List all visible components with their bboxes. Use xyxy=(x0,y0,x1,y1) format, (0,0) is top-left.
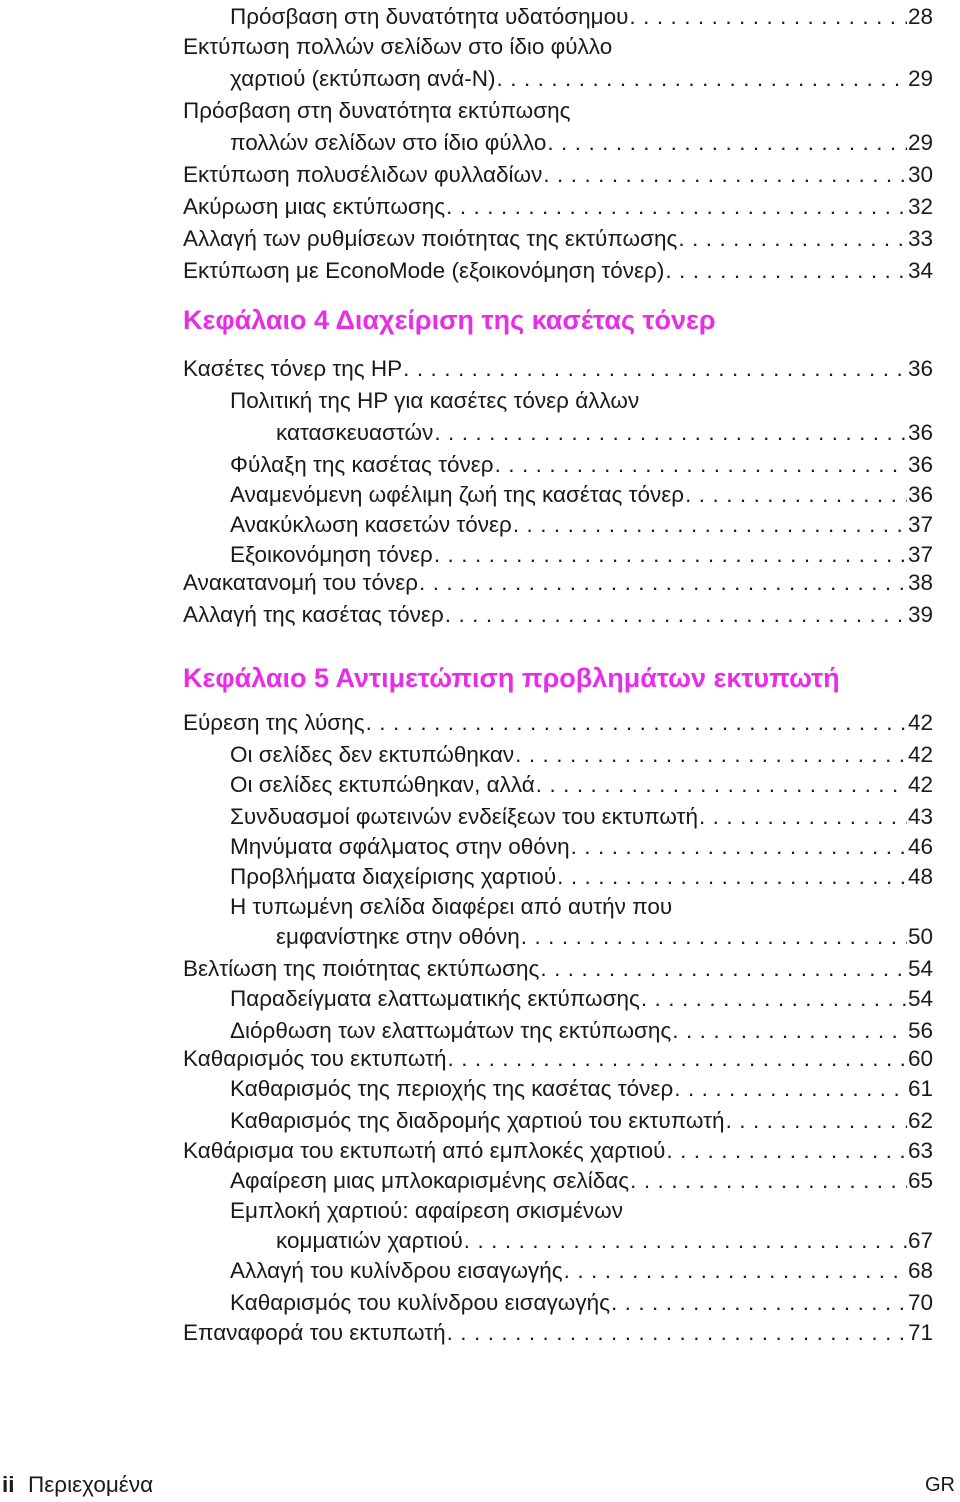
dot-leader xyxy=(571,830,907,864)
toc-entry xyxy=(230,1164,933,1198)
toc-entry-page: 38 xyxy=(907,570,933,595)
toc-entry xyxy=(183,158,933,192)
toc-entry-title: Καθαρισμός της διαδρομής χαρτιού του εκτυπωτή xyxy=(230,1108,725,1133)
dot-leader xyxy=(521,920,907,954)
dot-leader xyxy=(434,416,907,450)
toc-entry-page: 62 xyxy=(907,1108,933,1133)
toc-entry-page: 30 xyxy=(907,162,933,187)
toc-entry-page: 39 xyxy=(907,602,933,627)
toc-entry-title: Καθαρισμός του εκτυπωτή xyxy=(183,1046,447,1071)
toc-entry-page: 50 xyxy=(907,924,933,949)
toc-entry-title: Προβλήματα διαχείρισης χαρτιού xyxy=(230,864,557,889)
dot-leader xyxy=(557,860,907,894)
toc-entry-title: Αλλαγή των ρυθμίσεων ποιότητας της εκτύπωσης xyxy=(183,226,678,251)
toc-entry-title: Οι σελίδες δεν εκτυπώθηκαν xyxy=(230,742,515,767)
dot-leader xyxy=(641,982,907,1016)
toc-entry xyxy=(276,1224,933,1258)
dot-leader xyxy=(366,706,907,740)
toc-entry-page: 56 xyxy=(907,1018,933,1043)
toc-entry-title: Αναμενόμενη ωφέλιμη ζωή της κασέτας τόνερ xyxy=(230,482,685,507)
toc-entry-line: Πρόσβαση στη δυνατότητα εκτύπωσης xyxy=(183,98,571,123)
toc-entry xyxy=(183,352,933,386)
toc-entry xyxy=(230,478,933,512)
dot-leader xyxy=(446,190,907,224)
toc-entry-title: Καθαρισμός της περιοχής της κασέτας τόνερ xyxy=(230,1076,674,1101)
toc-entry-title: Αλλαγή του κυλίνδρου εισαγωγής xyxy=(230,1258,563,1283)
dot-leader xyxy=(699,800,907,834)
toc-entry xyxy=(183,1042,933,1076)
toc-entry-page: 54 xyxy=(907,986,933,1011)
toc-entry-title: Κασέτες τόνερ της HP xyxy=(183,356,403,381)
dot-leader xyxy=(464,1224,907,1258)
toc-entry-title: Συνδυασμοί φωτεινών ενδείξεων του εκτυπωτή xyxy=(230,804,698,829)
dot-leader xyxy=(674,1072,907,1106)
toc-entry-title: Πρόσβαση στη δυνατότητα υδατόσημου xyxy=(230,4,629,29)
toc-entry-title: κατασκευαστών xyxy=(276,420,434,445)
footer-section-name: Περιεχομένα xyxy=(28,1472,154,1497)
page-footer xyxy=(0,1468,960,1502)
toc-entry-title: Αλλαγή της κασέτας τόνερ xyxy=(183,602,444,627)
toc-entry xyxy=(230,738,933,772)
toc-entry xyxy=(183,222,933,256)
toc-entry-page: 61 xyxy=(907,1076,933,1101)
dot-leader xyxy=(629,0,907,34)
dot-leader xyxy=(611,1286,907,1320)
toc-entry xyxy=(230,982,933,1016)
dot-leader xyxy=(448,1042,907,1076)
toc-entry-title: Φύλαξη της κασέτας τόνερ xyxy=(230,452,494,477)
toc-entry xyxy=(183,254,933,288)
toc-entry-page: 36 xyxy=(907,420,933,445)
dot-leader xyxy=(495,448,907,482)
dot-leader xyxy=(403,352,907,386)
toc-entry-page: 36 xyxy=(907,452,933,477)
toc-entry-page: 36 xyxy=(907,356,933,381)
toc-entry-title: Ανακατανομή του τόνερ xyxy=(183,570,419,595)
dot-leader xyxy=(445,598,907,632)
toc-entry-page: 42 xyxy=(907,710,933,735)
toc-entry xyxy=(230,0,933,34)
toc-entry-page: 46 xyxy=(907,834,933,859)
footer-language: GR xyxy=(925,1474,955,1496)
toc-entry-line: Εκτύπωση πολλών σελίδων στο ίδιο φύλλο xyxy=(183,34,613,59)
toc-entry-title: Εξοικονόμηση τόνερ xyxy=(230,542,433,567)
dot-leader xyxy=(678,222,907,256)
toc-entry-title: Επαναφορά του εκτυπωτή xyxy=(183,1320,446,1345)
toc-entry-page: 32 xyxy=(907,194,933,219)
toc-entry-title: Εκτύπωση με EconoMode (εξοικονόμηση τόνερ) xyxy=(183,258,665,283)
toc-entry-title: κομματιών χαρτιού xyxy=(276,1228,463,1253)
toc-entry-page: 48 xyxy=(907,864,933,889)
toc-entry xyxy=(276,416,933,450)
dot-leader xyxy=(447,1316,907,1350)
toc-entry-line: Πολιτική της HP για κασέτες τόνερ άλλων xyxy=(230,388,640,413)
toc-entry xyxy=(230,1104,933,1138)
toc-entry-page: 42 xyxy=(907,772,933,797)
dot-leader xyxy=(630,1164,907,1198)
chapter-heading: Κεφάλαιο 4 Διαχείριση της κασέτας τόνερ xyxy=(183,305,716,335)
toc-entry-title: πολλών σελίδων στο ίδιο φύλλο xyxy=(230,130,547,155)
toc-entry xyxy=(230,1254,933,1288)
toc-entry-title: Καθαρισμός του κυλίνδρου εισαγωγής xyxy=(230,1290,610,1315)
toc-entry-title: χαρτιού (εκτύπωση ανά-N) xyxy=(230,66,496,91)
toc-entry-page: 68 xyxy=(907,1258,933,1283)
toc-entry-page: 71 xyxy=(907,1320,933,1345)
toc-entry-page: 29 xyxy=(907,130,933,155)
toc-entry xyxy=(230,830,933,864)
dot-leader xyxy=(536,768,907,802)
toc-entry-title: Εύρεση της λύσης xyxy=(183,710,365,735)
toc-entry-title: Αφαίρεση μιας μπλοκαρισμένης σελίδας xyxy=(230,1168,630,1193)
dot-leader xyxy=(666,1134,907,1168)
toc-entry-title: Διόρθωση των ελαττωμάτων της εκτύπωσης xyxy=(230,1018,672,1043)
toc-entry xyxy=(230,768,933,802)
toc-entry xyxy=(230,448,933,482)
toc-entry-page: 37 xyxy=(907,542,933,567)
dot-leader xyxy=(419,566,907,600)
toc-entry-title: Παραδείγματα ελαττωματικής εκτύπωσης xyxy=(230,986,640,1011)
toc-entry xyxy=(183,952,933,986)
toc-entry xyxy=(230,62,933,96)
toc-entry-title: Ανακύκλωση κασετών τόνερ xyxy=(230,512,512,537)
toc-entry xyxy=(183,1134,933,1168)
dot-leader xyxy=(513,508,907,542)
dot-leader xyxy=(497,62,907,96)
toc-entry xyxy=(230,860,933,894)
toc-entry-page: 54 xyxy=(907,956,933,981)
toc-entry-line: Η τυπωμένη σελίδα διαφέρει από αυτήν που xyxy=(230,894,673,919)
toc-entry xyxy=(183,1316,933,1350)
toc-entry-title: Μηνύματα σφάλματος στην οθόνη xyxy=(230,834,570,859)
toc-entry-page: 65 xyxy=(907,1168,933,1193)
toc-entry-title: Ακύρωση μιας εκτύπωσης xyxy=(183,194,446,219)
toc-entry xyxy=(230,800,933,834)
toc-entry xyxy=(183,706,933,740)
toc-entry-title: Καθάρισμα του εκτυπωτή από εμπλοκές χαρτιού xyxy=(183,1138,666,1163)
toc-entry xyxy=(183,598,933,632)
dot-leader xyxy=(547,126,907,160)
toc-entry-page: 37 xyxy=(907,512,933,537)
toc-entry xyxy=(230,1286,933,1320)
toc-entry-page: 42 xyxy=(907,742,933,767)
toc-entry-page: 33 xyxy=(907,226,933,251)
toc-entry-title: Οι σελίδες εκτυπώθηκαν, αλλά xyxy=(230,772,535,797)
dot-leader xyxy=(726,1104,907,1138)
toc-entry xyxy=(276,920,933,954)
toc-entry-page: 67 xyxy=(907,1228,933,1253)
dot-leader xyxy=(685,478,907,512)
toc-entry xyxy=(230,1072,933,1106)
toc-entry-page: 60 xyxy=(907,1046,933,1071)
toc-entry-title: εμφανίστηκε στην οθόνη xyxy=(276,924,520,949)
toc-entry xyxy=(183,190,933,224)
toc-entry-page: 29 xyxy=(907,66,933,91)
dot-leader xyxy=(665,254,907,288)
chapter-heading: Κεφάλαιο 5 Αντιμετώπιση προβλημάτων εκτυπωτή xyxy=(183,663,840,693)
toc-entry-page: 70 xyxy=(907,1290,933,1315)
toc-entry-page: 36 xyxy=(907,482,933,507)
toc-entry xyxy=(230,508,933,542)
dot-leader xyxy=(543,158,907,192)
dot-leader xyxy=(515,738,907,772)
toc-entry-title: Βελτίωση της ποιότητας εκτύπωσης xyxy=(183,956,540,981)
toc-entry xyxy=(230,126,933,160)
toc-entry-title: Εκτύπωση πολυσέλιδων φυλλαδίων xyxy=(183,162,543,187)
toc-entry-page: 63 xyxy=(907,1138,933,1163)
dot-leader xyxy=(540,952,907,986)
toc-entry-page: 34 xyxy=(907,258,933,283)
toc-entry-page: 28 xyxy=(907,4,933,29)
toc-entry xyxy=(183,566,933,600)
footer-page-number: ii xyxy=(2,1472,15,1497)
dot-leader xyxy=(564,1254,907,1288)
toc-entry-line: Εμπλοκή χαρτιού: αφαίρεση σκισμένων xyxy=(230,1198,624,1223)
toc-entry-page: 43 xyxy=(907,804,933,829)
